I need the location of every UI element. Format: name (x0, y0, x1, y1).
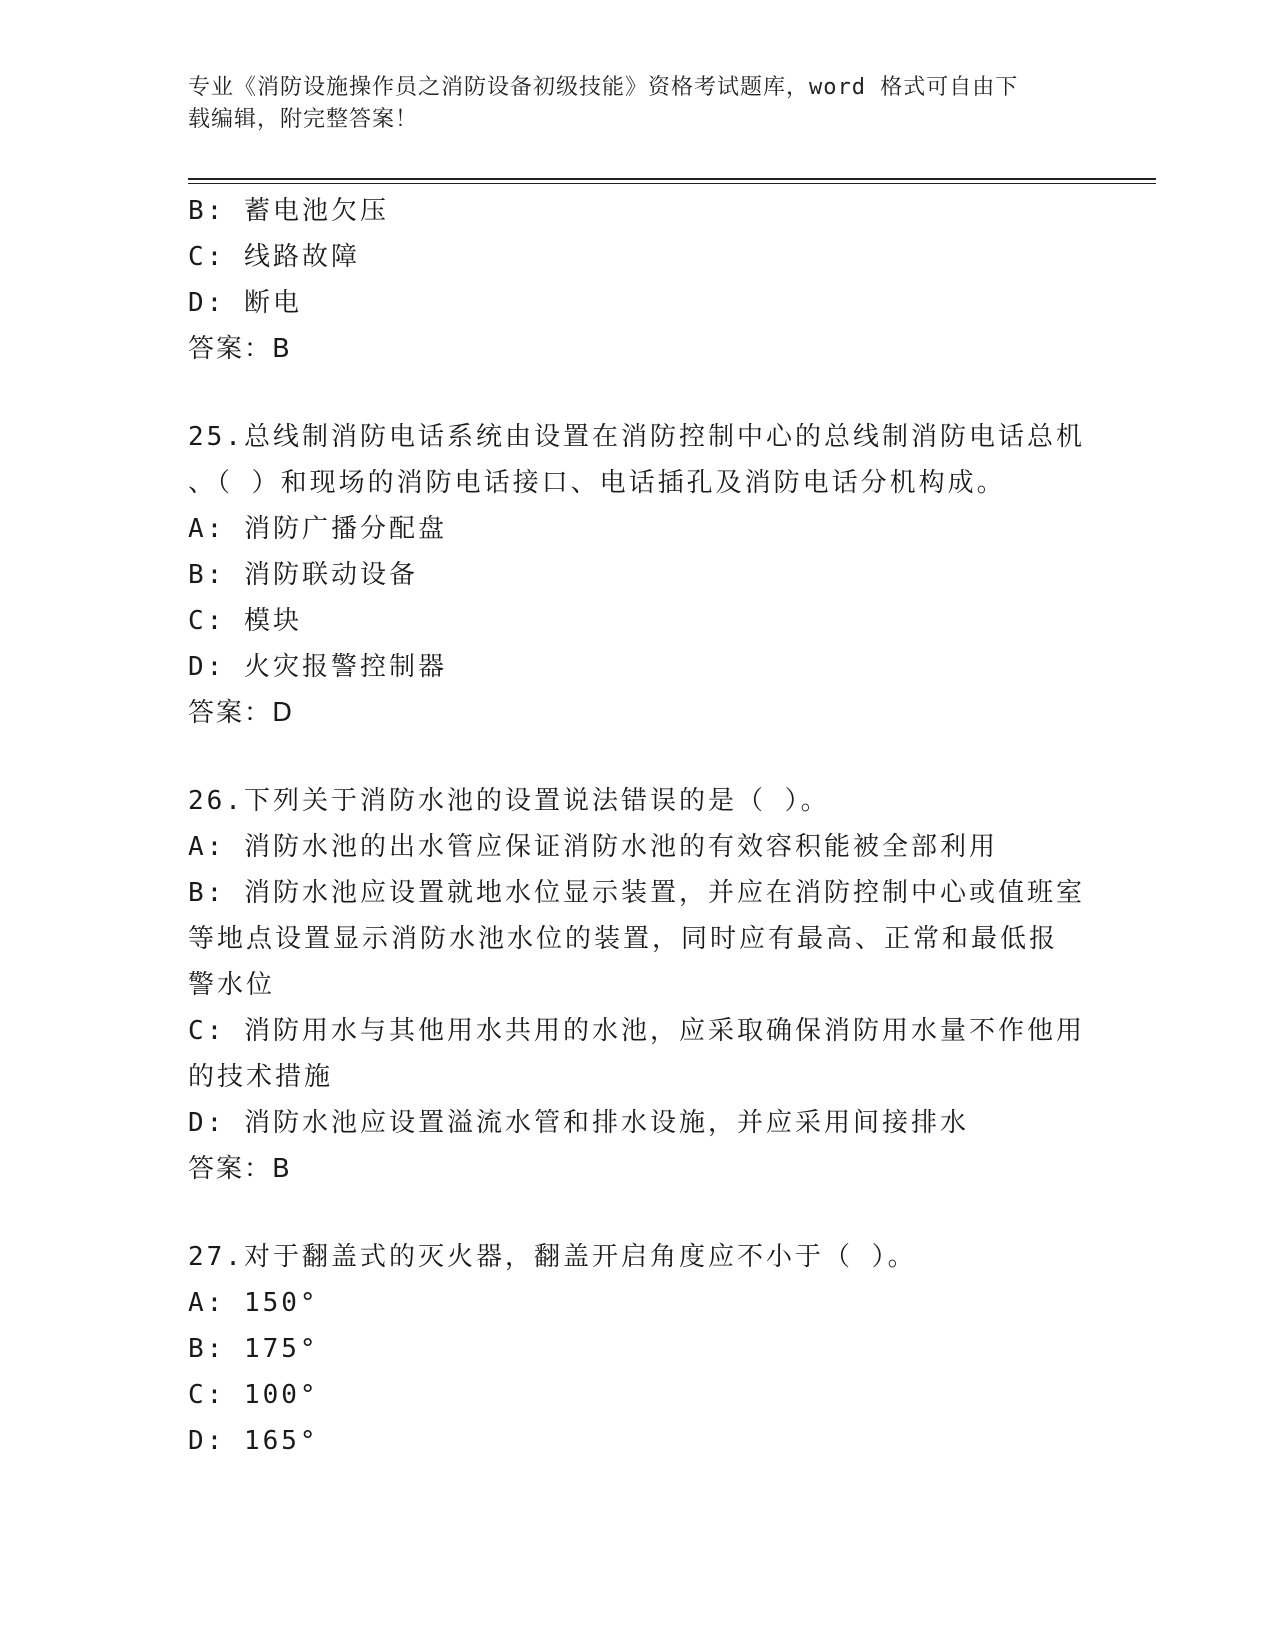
question-list (188, 188, 1088, 1464)
spacer (188, 736, 1088, 778)
header-divider-thick (188, 178, 1156, 180)
option-c-cont: 的技术措施 (188, 1062, 334, 1092)
option-d: D: 断电 (188, 288, 302, 318)
option-d: D: 消防水池应设置溢流水管和排水设施，并应采用间接排水 (188, 1108, 969, 1138)
document-header (188, 72, 1088, 136)
question-26 (188, 778, 1088, 1192)
option-b: B: 消防水池应设置就地水位显示装置，并应在消防控制中心或值班室 (188, 878, 1085, 908)
option-b-cont: 警水位 (188, 970, 276, 1000)
answer: 答案：B (188, 334, 292, 364)
option-b-cont: 等地点设置显示消防水池水位的装置，同时应有最高、正常和最低报 (188, 924, 1059, 954)
question-stem-cont: 、（ ）和现场的消防电话接口、电话插孔及消防电话分机构成。 (188, 468, 1006, 498)
question-24-tail (188, 188, 1088, 372)
question-25 (188, 414, 1088, 736)
option-a: A: 消防广播分配盘 (188, 514, 447, 544)
answer: 答案：B (188, 1154, 292, 1184)
option-a: A: 消防水池的出水管应保证消防水池的有效容积能被全部利用 (188, 832, 998, 862)
question-stem: 25.总线制消防电话系统由设置在消防控制中心的总线制消防电话总机 (188, 422, 1085, 452)
header-line-2: 载编辑，附完整答案！ (188, 107, 419, 132)
option-b: B: 175° (188, 1334, 319, 1364)
question-stem: 26.下列关于消防水池的设置说法错误的是（ ）。 (188, 786, 830, 816)
option-d: D: 火灾报警控制器 (188, 652, 447, 682)
question-stem: 27.对于翻盖式的灭火器，翻盖开启角度应不小于（ ）。 (188, 1242, 917, 1272)
option-d: D: 165° (188, 1426, 319, 1456)
header-line-1: 专业《消防设施操作员之消防设备初级技能》资格考试题库，word 格式可自由下 (188, 75, 1019, 100)
option-b: B: 蓄电池欠压 (188, 196, 389, 226)
header-divider-thin (188, 183, 1156, 184)
answer: 答案：D (188, 698, 295, 728)
option-c: C: 模块 (188, 606, 302, 636)
option-a: A: 150° (188, 1288, 319, 1318)
option-c: C: 100° (188, 1380, 319, 1410)
spacer (188, 372, 1088, 414)
question-27 (188, 1234, 1088, 1464)
spacer (188, 1192, 1088, 1234)
option-c: C: 消防用水与其他用水共用的水池，应采取确保消防用水量不作他用 (188, 1016, 1085, 1046)
option-c: C: 线路故障 (188, 242, 360, 272)
option-b: B: 消防联动设备 (188, 560, 418, 590)
